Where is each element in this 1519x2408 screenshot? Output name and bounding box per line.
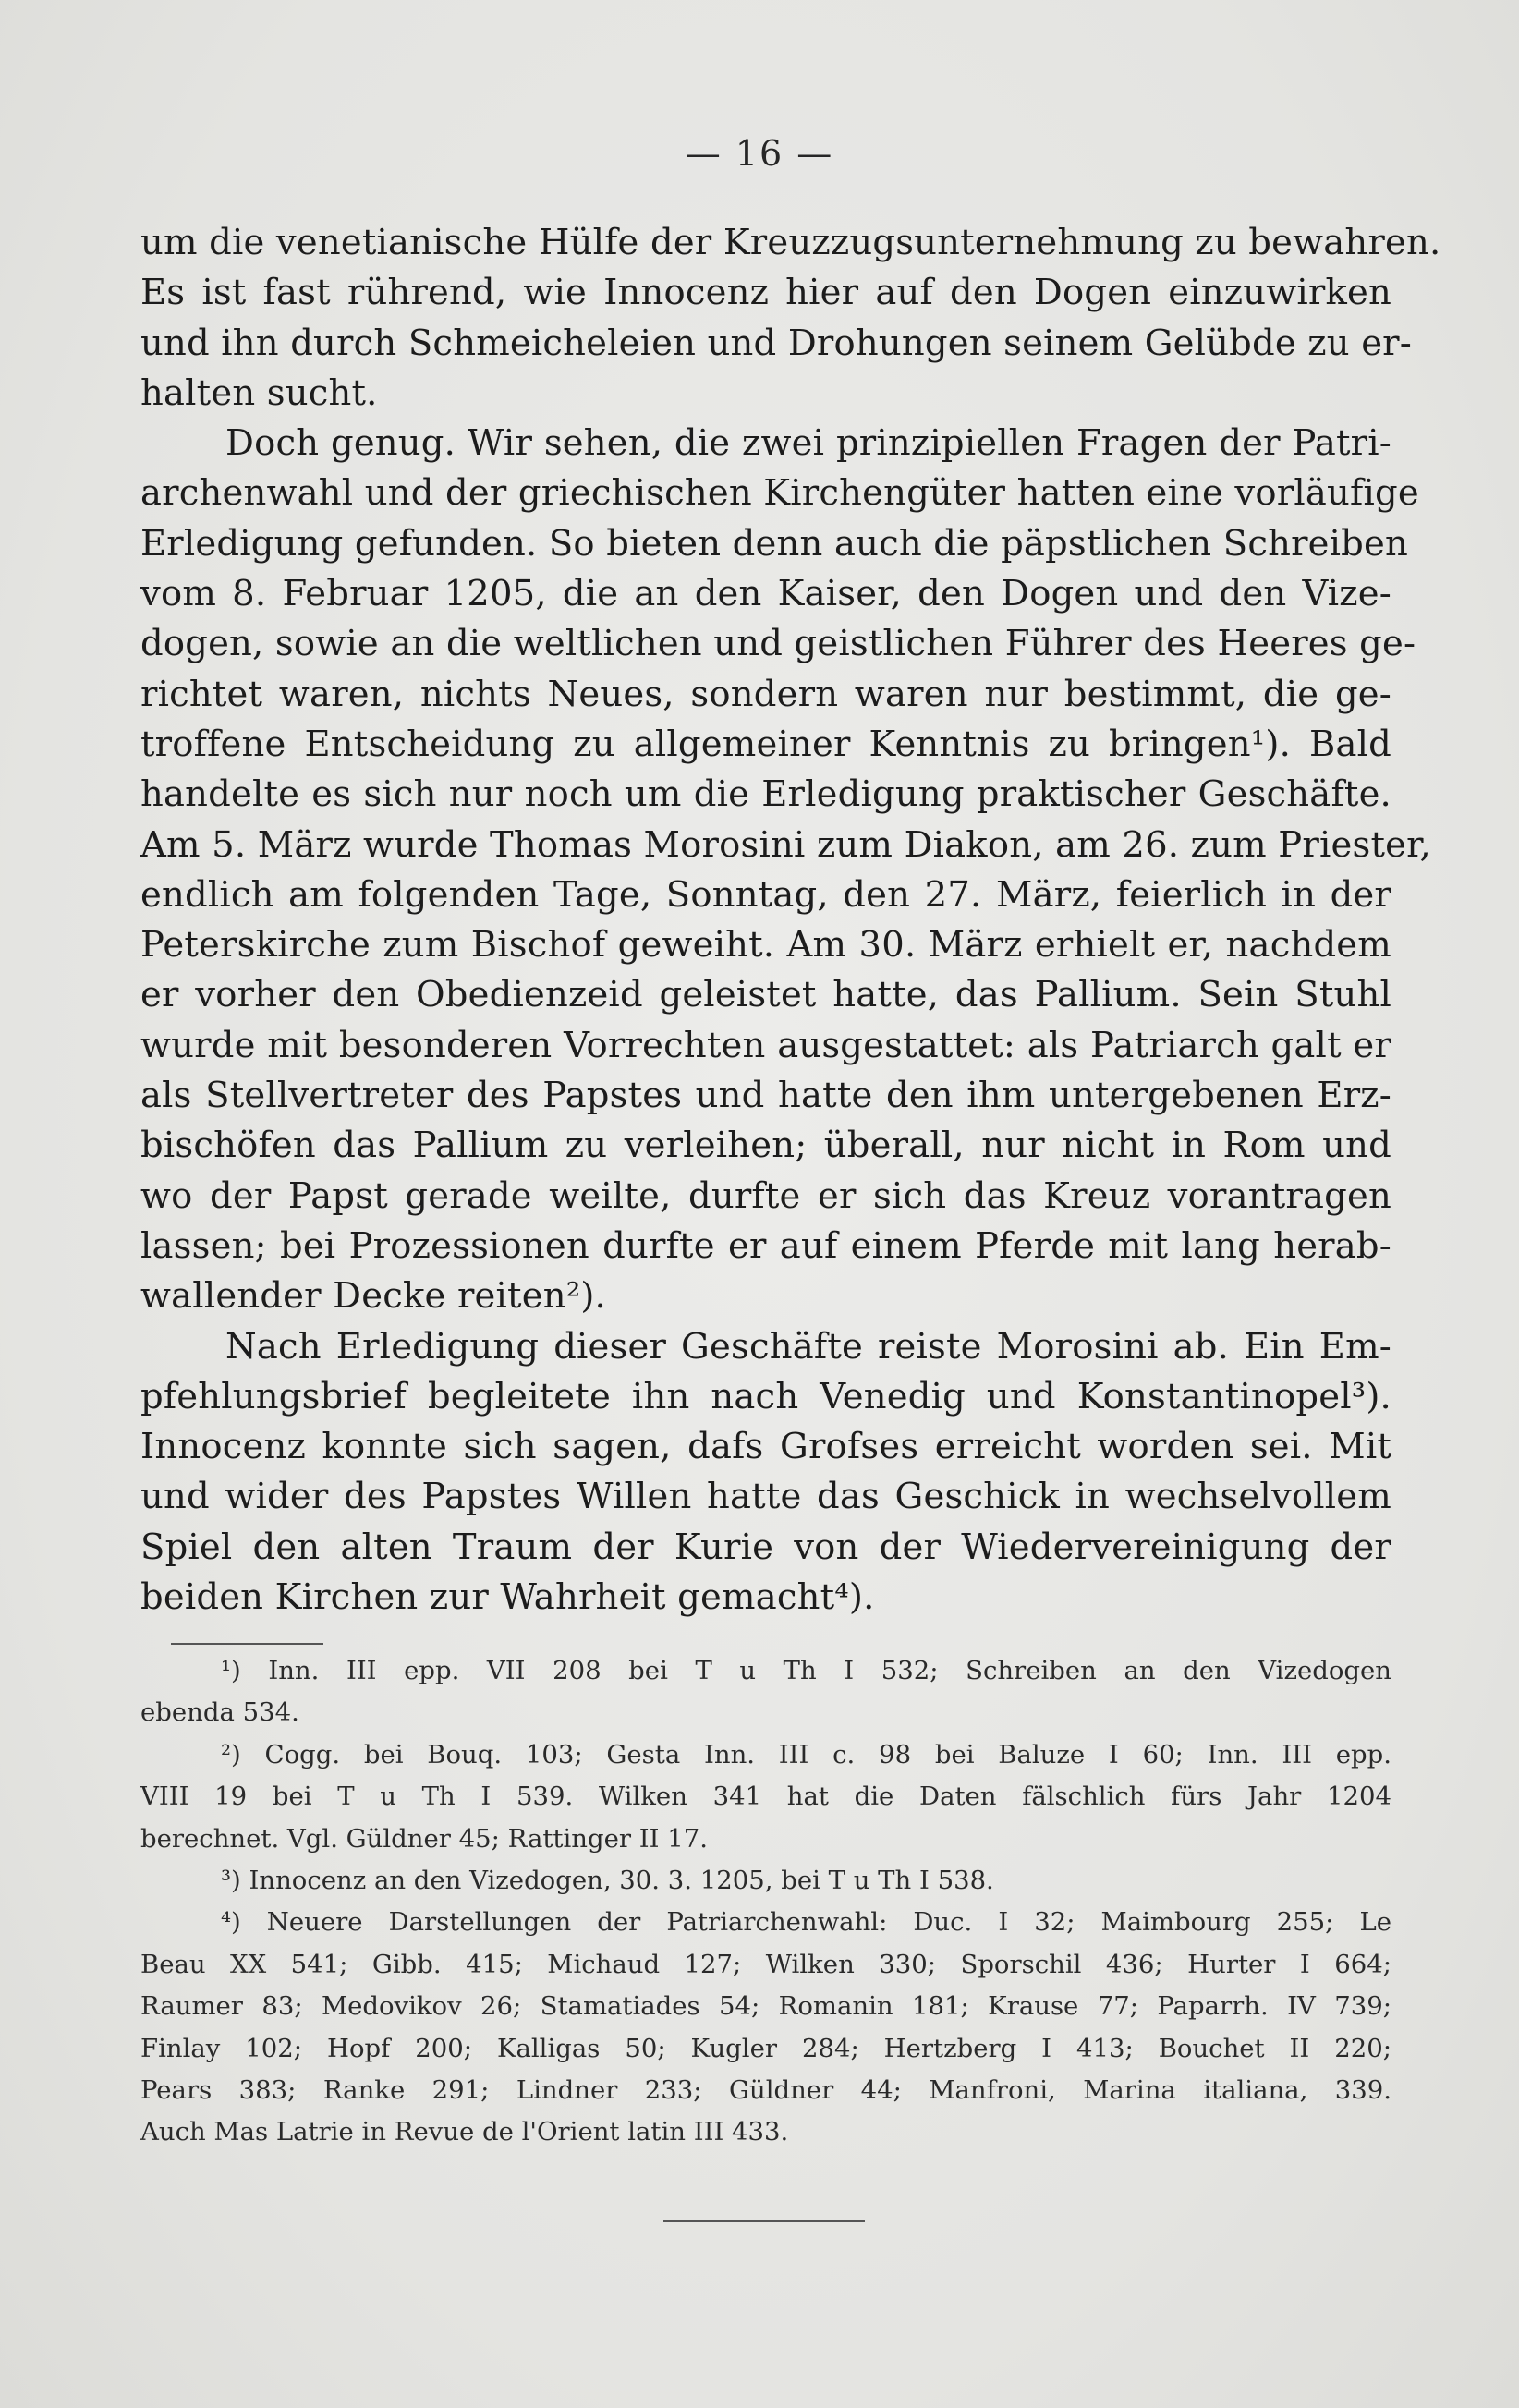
text-line: bischöfen das Pallium zu verleihen; überall, nur nicht in Rom und xyxy=(140,1125,1391,1167)
text-line: beiden Kirchen zur Wahrheit gemacht⁴). xyxy=(140,1576,875,1619)
footnote-2 xyxy=(140,1734,1391,1860)
footnote-line: Pears 383; Ranke 291; Lindner 233; Güldner 44; Manfroni, Marina italiana, 339. xyxy=(140,2075,1391,2106)
text-line: und ihn durch Schmeicheleien und Drohungen seinem Gelübde zu er- xyxy=(140,322,1412,364)
footnote-line: ³) Innocenz an den Vizedogen, 30. 3. 1205, bei T u Th I 538. xyxy=(221,1866,994,1896)
text-line: Innocenz konnte sich sagen, dafs Grofses erreicht worden sei. Mit xyxy=(140,1426,1391,1468)
text-line: Erledigung gefunden. So bieten denn auch die päpstlichen Schreiben xyxy=(140,522,1408,565)
footnote-4 xyxy=(140,1902,1391,2153)
text-line: lassen; bei Prozessionen durfte er auf einem Pferde mit lang herab- xyxy=(140,1224,1391,1267)
text-line: wurde mit besonderen Vorrechten ausgestattet: als Patriarch galt er xyxy=(140,1024,1391,1066)
text-line: als Stellvertreter des Papstes und hatte den ihm untergebenen Erz- xyxy=(140,1075,1391,1117)
text-line: pfehlungsbrief begleitete ihn nach Venedig und Konstantinopel³). xyxy=(140,1375,1391,1417)
text-line: Nach Erledigung dieser Geschäfte reiste Morosini ab. Ein Em- xyxy=(225,1325,1391,1368)
text-line: Es ist fast rührend, wie Innocenz hier auf den Dogen einzuwirken xyxy=(140,272,1391,314)
text-line: halten sucht. xyxy=(140,371,378,414)
paragraph-2 xyxy=(140,419,1431,1321)
text-line: Peterskirche zum Bischof geweiht. Am 30. März erhielt er, nachdem xyxy=(140,924,1391,967)
text-line: endlich am folgenden Tage, Sonntag, den 27. März, feierlich in der xyxy=(140,873,1391,916)
text-line: dogen, sowie an die weltlichen und geistlichen Führer des Heeres ge- xyxy=(140,623,1416,665)
footnote-line: VIII 19 bei T u Th I 539. Wilken 341 hat die Daten fälschlich fürs Jahr 1204 xyxy=(140,1782,1391,1812)
footnote-line: ebenda 534. xyxy=(140,1697,299,1728)
paragraph-1 xyxy=(140,218,1441,419)
text-line: Am 5. März wurde Thomas Morosini zum Diakon, am 26. zum Priester, xyxy=(140,823,1431,866)
text-line: Doch genug. Wir sehen, die zwei prinzipiellen Fragen der Patri- xyxy=(225,422,1391,465)
footnote-line: Raumer 83; Medovikov 26; Stamatiades 54; Romanin 181; Krause 77; Paparrh. IV 739; xyxy=(140,1991,1391,2022)
text-line: troffene Entscheidung zu allgemeiner Kenntnis zu bringen¹). Bald xyxy=(140,723,1391,765)
main-text xyxy=(140,218,1441,1623)
text-line: wallender Decke reiten²). xyxy=(140,1275,606,1318)
footnote-line: berechnet. Vgl. Güldner 45; Rattinger II 17. xyxy=(140,1823,708,1854)
text-line: und wider des Papstes Willen hatte das Geschick in wechselvollem xyxy=(140,1476,1391,1518)
text-line: wo der Papst gerade weilte, durfte er sich das Kreuz vorantragen xyxy=(140,1174,1391,1217)
end-divider xyxy=(663,2220,865,2222)
text-line: er vorher den Obedienzeid geleistet hatte, das Pallium. Sein Stuhl xyxy=(140,974,1391,1016)
text-line: archenwahl und der griechischen Kirchengüter hatten eine vorläufige xyxy=(140,472,1419,515)
text-line: richtet waren, nichts Neues, sondern waren nur bestimmt, die ge- xyxy=(140,673,1391,715)
footnote-line: Beau XX 541; Gibb. 415; Michaud 127; Wilken 330; Sporschil 436; Hurter I 664; xyxy=(140,1949,1391,1979)
footnote-1 xyxy=(140,1650,1391,1734)
page-number: — 16 — xyxy=(685,133,834,174)
footnote-divider xyxy=(171,1643,323,1645)
footnotes xyxy=(140,1650,1391,2154)
footnote-line: ⁴) Neuere Darstellungen der Patriarchenwahl: Duc. I 32; Maimbourg 255; Le xyxy=(221,1907,1391,1938)
footnote-line: Finlay 102; Hopf 200; Kalligas 50; Kugler 284; Hertzberg I 413; Bouchet II 220; xyxy=(140,2033,1391,2063)
footnote-line: Auch Mas Latrie in Revue de l'Orient latin III 433. xyxy=(140,2117,789,2147)
text-line: um die venetianische Hülfe der Kreuzzugsunternehmung zu bewahren. xyxy=(140,222,1441,263)
text-line: vom 8. Februar 1205, die an den Kaiser, den Dogen und den Vize- xyxy=(140,573,1391,615)
footnote-3 xyxy=(140,1860,1391,1902)
footnote-line: ¹) Inn. III epp. VII 208 bei T u Th I 532; Schreiben an den Vizedogen xyxy=(221,1656,1391,1685)
footnote-line: ²) Cogg. bei Bouq. 103; Gesta Inn. III c. 98 bei Baluze I 60; Inn. III epp. xyxy=(221,1739,1391,1770)
paragraph-3 xyxy=(140,1322,1391,1624)
text-line: Spiel den alten Traum der Kurie von der Wiedervereinigung der xyxy=(140,1526,1391,1568)
text-line: handelte es sich nur noch um die Erledigung praktischer Geschäfte. xyxy=(140,773,1391,816)
